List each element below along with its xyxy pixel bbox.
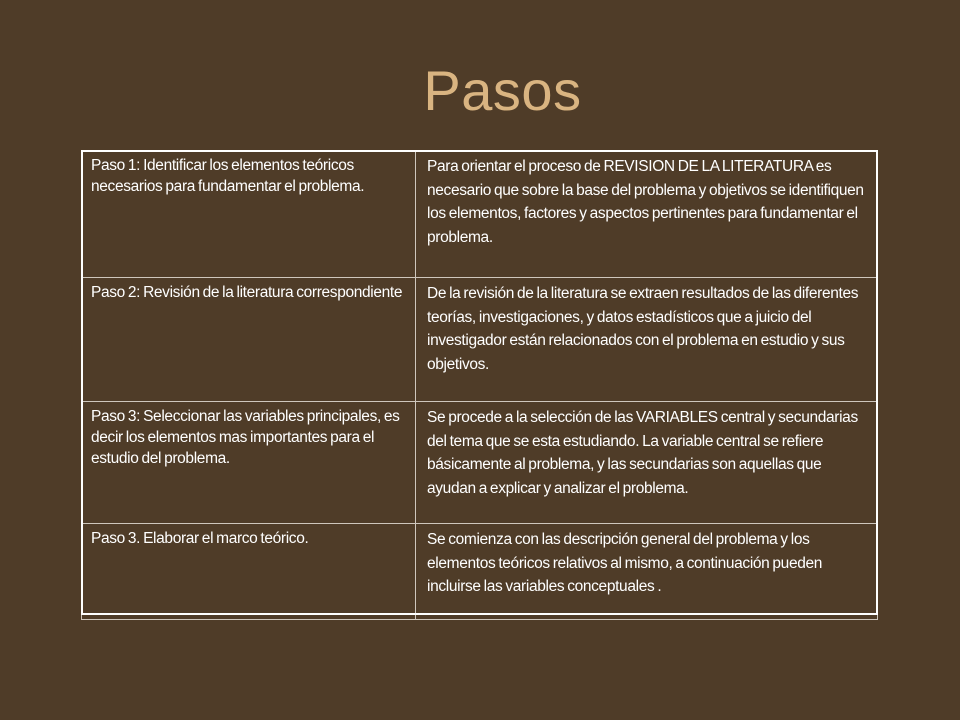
step-cell: Paso 1: Identificar los elementos teóricos necesarios para fundamentar el problema.	[82, 151, 416, 278]
slide-title: Pasos	[423, 59, 582, 122]
step-cell: Paso 2: Revisión de la literatura correspondiente	[82, 278, 416, 402]
description-cell: Se comienza con las descripción general del problema y los elementos teóricos relativos al mismo, a continuación pueden incluirse las variables conceptuales .	[416, 524, 878, 620]
description-cell: De la revisión de la literatura se extraen resultados de las diferentes teorías, investigaciones, y datos estadísticos que a juicio del investigador están relacionados con el problema en estudio y sus objetivos.	[416, 278, 878, 402]
step-cell: Paso 3: Seleccionar las variables principales, es decir los elementos mas importantes para el estudio del problema.	[82, 402, 416, 524]
description-cell: Se procede a la selección de las VARIABLES central y secundarias del tema que se esta estudiando. La variable central se refiere básicamente al problema, y las secundarias son aquellas que ayudan a explicar y analizar el problema.	[416, 402, 878, 524]
step-cell: Paso 3. Elaborar el marco teórico.	[82, 524, 416, 620]
description-cell: Para orientar el proceso de REVISION DE LA LITERATURA es necesario que sobre la base del problema y objetivos se identifiquen los elementos, factores y aspectos pertinentes para fundamentar el problema.	[416, 151, 878, 278]
table-outer-border	[81, 150, 878, 615]
